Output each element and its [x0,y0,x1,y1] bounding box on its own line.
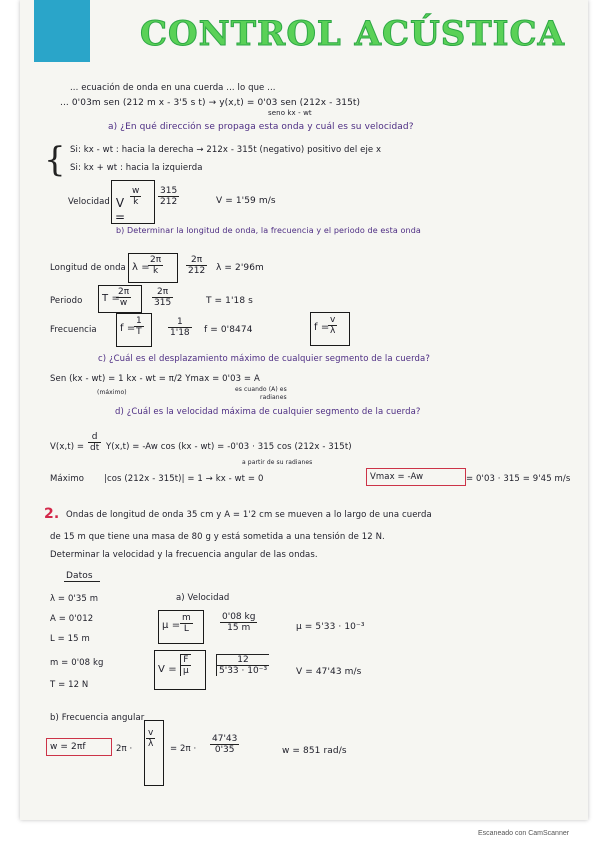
period-formula-lhs: T = [102,293,120,304]
linear-density-values-num: 0'08 kg [222,612,256,622]
wavelength-values-den: 212 [188,266,206,276]
qc-note-1: (máximo) [97,389,127,396]
wavelength-values-num: 2π [186,255,207,266]
scanner-footer: Escaneado con CamScanner [478,830,570,837]
speed-relation-fraction [328,315,337,336]
question-d: d) ¿Cuál es la velocidad máxima de cualquier segmento de la cuerda? [115,407,421,417]
linear-density-num: m [182,613,191,623]
wavelength-formula-lhs: λ = [132,262,150,273]
linear-density-lhs: μ = [162,620,181,631]
data-item-tension: T = 12 N [50,680,89,690]
qc-line: Sen (kx - wt) = 1 kx - wt = π/2 Ymax = 0'03 = A [50,374,260,384]
problem-1-text-line-2: ... 0'03m sen (212 m x - 3'5 s t) → y(x,t) = 0'03 sen (212x - 315t) [60,98,361,108]
frequency-formula-lhs: f = [120,323,136,334]
frequency-formula-num: 1 [136,316,142,326]
qd-velocity-lhs: V(x,t) = [50,442,85,452]
angular-values-num: 47'43 [212,734,238,744]
p2-velocity-heading: a) Velocidad [176,593,230,603]
wavelength-result: λ = 2'96m [216,263,264,273]
frequency-formula-den: T [136,327,142,337]
speed-relation-den: λ [330,326,336,336]
frequency-result: f = 0'8474 [204,325,253,335]
brace: { [44,140,66,180]
question-a: a) ¿En qué dirección se propaga esta onda y cuál es su velocidad? [108,122,414,132]
linear-density-den: L [183,624,189,634]
qa-line-1: Si: kx - wt : hacia la derecha → 212x - 315t (negativo) positivo del eje x [70,145,382,155]
frequency-label: Frecuencia [50,325,97,335]
wavelength-label: Longitud de onda [50,263,126,273]
velocity-formula-lhs: V = [115,196,126,224]
qc-note-3: radianes [260,394,287,401]
wave-speed-lhs: V = [158,664,177,675]
frequency-substitution [146,728,155,749]
period-formula-num: 2π [118,287,130,297]
frequency-values-den: 1'18 [170,328,190,338]
linear-density-result: μ = 5'33 · 10⁻³ [296,622,365,632]
wave-speed-values [216,654,269,676]
period-values [152,287,173,308]
velocity-values-den: 212 [160,197,178,207]
frequency-substitution-num: v [148,728,154,738]
blue-tab [34,0,90,62]
velocity-formula-fraction [130,186,141,207]
scanned-sheet [20,0,588,820]
maximum-label: Máximo [50,474,85,484]
qd-derivative [88,432,101,453]
velocity-result: V = 1'59 m/s [216,196,276,206]
velocity-values [158,186,179,207]
wave-speed-values-den: 5'33 · 10⁻³ [219,666,268,676]
wave-speed-values-num: 12 [217,655,269,666]
speed-relation-num: v [330,315,336,325]
problem-1-annotation: seno kx - wt [268,109,312,117]
problem-2-number: 2. [44,506,60,522]
wave-speed-root [180,654,191,676]
frequency-values-num: 1 [168,317,192,328]
wavelength-formula-fraction [148,255,163,276]
frequency-formula-fraction [134,316,144,337]
linear-density-values [220,612,257,633]
period-values-num: 2π [152,287,173,298]
data-heading-underline [64,581,100,582]
qd-derivative-den: dt [90,443,100,453]
data-heading: Datos [66,571,93,581]
wavelength-values [186,255,207,276]
angular-values [210,734,239,755]
problem-1-text-line-1: ... ecuación de onda en una cuerda ... lo que ... [70,83,276,93]
maximum-condition: |cos (212x - 315t)| = 1 → kx - wt = 0 [104,474,264,484]
wave-speed-result: V = 47'43 m/s [296,667,362,677]
frequency-values [168,317,192,338]
wavelength-formula-den: k [152,266,159,276]
linear-density-fraction [180,613,193,634]
data-item-length: L = 15 m [50,634,90,644]
page-title: CONTROL ACÚSTICA [140,14,565,54]
max-velocity-result: = 0'03 · 315 = 9'45 m/s [466,474,571,484]
p2-angular-heading: b) Frecuencia angular [50,713,145,723]
data-item-lambda: λ = 0'35 m [50,594,99,604]
linear-density-values-den: 15 m [227,623,251,633]
qd-velocity-expression: Y(x,t) = -Aw cos (kx - wt) = -0'03 · 315 cos (212x - 315t) [106,442,352,452]
problem-2-line-3: Determinar la velocidad y la frecuencia angular de las ondas. [50,550,318,560]
angular-expression: 2π · [116,744,133,754]
data-item-amplitude: A = 0'012 [50,614,94,624]
qd-derivative-num: d [88,432,101,443]
frequency-substitution-den: λ [148,739,154,749]
velocity-formula-den: k [133,197,139,207]
velocity-formula-box [111,180,155,224]
question-c: c) ¿Cuál es el desplazamiento máximo de cualquier segmento de la cuerda? [98,354,430,364]
speed-relation-lhs: f = [314,322,330,333]
velocity-values-num: 315 [160,186,178,196]
max-velocity-formula: Vmax = -Aw [370,472,424,482]
period-formula-fraction [116,287,131,308]
velocity-formula-num: w [132,186,140,196]
period-values-den: 315 [154,298,172,308]
angular-equals: = 2π · [170,744,197,754]
period-formula-den: w [119,298,128,308]
wavelength-formula-num: 2π [150,255,162,265]
qa-line-2: Si: kx + wt : hacia la izquierda [70,163,203,173]
wave-speed-root-num: F [181,655,191,666]
qc-note-2: es cuando (A) es [235,386,287,393]
problem-2-line-1: Ondas de longitud de onda 35 cm y A = 1'2 cm se mueven a lo largo de una cuerda [66,510,432,520]
velocity-label: Velocidad [68,197,110,207]
problem-2-line-2: de 15 m que tiene una masa de 80 g y está sometida a una tensión de 12 N. [50,532,385,542]
data-item-mass: m = 0'08 kg [50,658,104,668]
angular-formula: w = 2πf [50,742,86,752]
wave-speed-root-den: μ [183,666,189,676]
period-result: T = 1'18 s [206,296,253,306]
angular-values-den: 0'35 [214,745,235,755]
qd-note: a partir de su radianes [242,459,313,466]
angular-result: w = 851 rad/s [282,746,347,756]
period-label: Periodo [50,296,83,306]
question-b: b) Determinar la longitud de onda, la frecuencia y el periodo de esta onda [116,226,421,235]
